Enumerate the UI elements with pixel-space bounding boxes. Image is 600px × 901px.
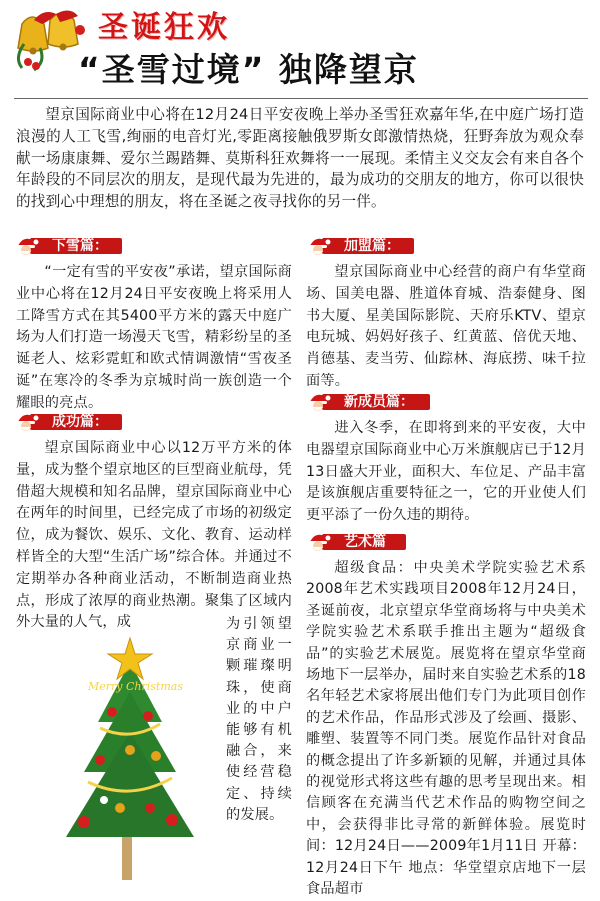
section-title-art: 艺术篇: [344, 534, 386, 550]
intro-paragraph: 望京国际商业中心将在12月24日平安夜晚上举办圣雪狂欢嘉年华,在中庭广场打造浪漫的人工飞雪,绚丽的电音灯光,零距离接触俄罗斯女郎激情热烧，狂野奔放为观众奉献一场康康舞、爱尔兰踢踏舞、莫斯科狂欢舞将一一展现。柔情主义交友会有来自各个年龄段的不同层次的朋友，是现代最为先进的，最为成功的交朋友的地方，你可以很快的找到心中理想的朋友，将在圣诞之夜寻找你的另一伴。: [16, 106, 584, 211]
art-paragraph: 超级食品：中央美术学院实验艺术系2008年艺术实践项目2008年12月24日，圣诞前夜，北京望京华堂商场将与中央美术学院实验艺术系联手推出主题为“超级食品”的实验艺术展览。展览将在望京华堂商场地下一层举办，届时来自实验艺术系的18名年轻艺术家将展出他们专门为此项目创作的艺术作品，作品形式涉及了绘画、摄影、雕塑、装置等不同门类。展览作品针对食品的概念提出了许多新颖的见解，并通过具体的视觉形式将这些有趣的思考呈现出来。相信顾客在充满当代艺术作品的购物空间之中，会获得非比寻常的新鲜体验。展览时间：12月24日——2009年1月11日 开幕：12月24日下午 地点：华堂望京店地下一层食品超市: [306, 560, 586, 898]
snow-paragraph: “一定有雪的平安夜”承诺，望京国际商业中心将在12月24日平安夜晚上将采用人工降雪方式在其5400平方米的露天中庭广场为人们打造一场漫天飞雪，精彩纷呈的圣诞老人、炫彩霓虹和欧式情调激情“雪夜圣诞”在寒冷的冬季为京城时尚一族创造一个耀眼的亮点。: [16, 264, 292, 411]
success-paragraph: 望京国际商业中心以12万平方米的体量，成为整个望京地区的巨型商业航母，凭借超大规模和知名品牌，望京国际商业中心在两年的时间里，已经完成了市场的初级定位，成为餐饮、娱乐、文化、教育、运动样样皆全的大型“生活广场”综合体。并通过不定期举办各种商业活动，不断制造商业热点，形成了浓厚的商业热潮。聚集了区域内外大量的人气，成: [16, 440, 292, 631]
santa-icon: [306, 530, 332, 554]
join-paragraph: 望京国际商业中心经营的商户有华堂商场、国美电器、胜道体育城、浩泰健身、图书大厦、星美国际影院、天府乐KTV、望京电玩城、妈妈好孩子、红黄蓝、倍优天地、肖德基、麦当劳、仙踪林、海底捞、味千拉面等。: [306, 264, 586, 389]
section-header-art: [306, 530, 416, 554]
christmas-tree-icon: [60, 632, 200, 882]
section-header-join: [306, 234, 416, 258]
kicker-title: 圣诞狂欢: [98, 10, 230, 45]
santa-icon: [306, 390, 332, 414]
divider-rule: [14, 98, 588, 99]
santa-icon: [14, 234, 40, 258]
tree-caption: Merry Christmas: [88, 680, 183, 693]
section-header-success: [14, 410, 124, 434]
santa-icon: [14, 410, 40, 434]
section-title-success: 成功篇：: [52, 414, 108, 430]
member-paragraph: 进入冬季，在即将到来的平安夜，大中电器望京国际商业中心万米旗舰店已于12月13日盛大开业，面积大、车位足、产品丰富是该旗舰店重要特征之一，它的开业使人们更平添了一份久违的期待。: [306, 420, 586, 524]
section-title-member: 新成员篇：: [344, 394, 414, 410]
headline: “圣雪过境” 独降望京: [78, 50, 419, 89]
santa-icon: [306, 234, 332, 258]
section-title-join: 加盟篇：: [344, 238, 400, 254]
section-title-snow: 下雪篇：: [52, 238, 108, 254]
section-header-snow: [14, 234, 124, 258]
section-header-member: [306, 390, 434, 414]
success-paragraph-wrap: 为引领望京商业一颗璀璨明珠，使商业的中户能够有机融合，来使经营稳定、持续的发展。: [226, 616, 292, 823]
